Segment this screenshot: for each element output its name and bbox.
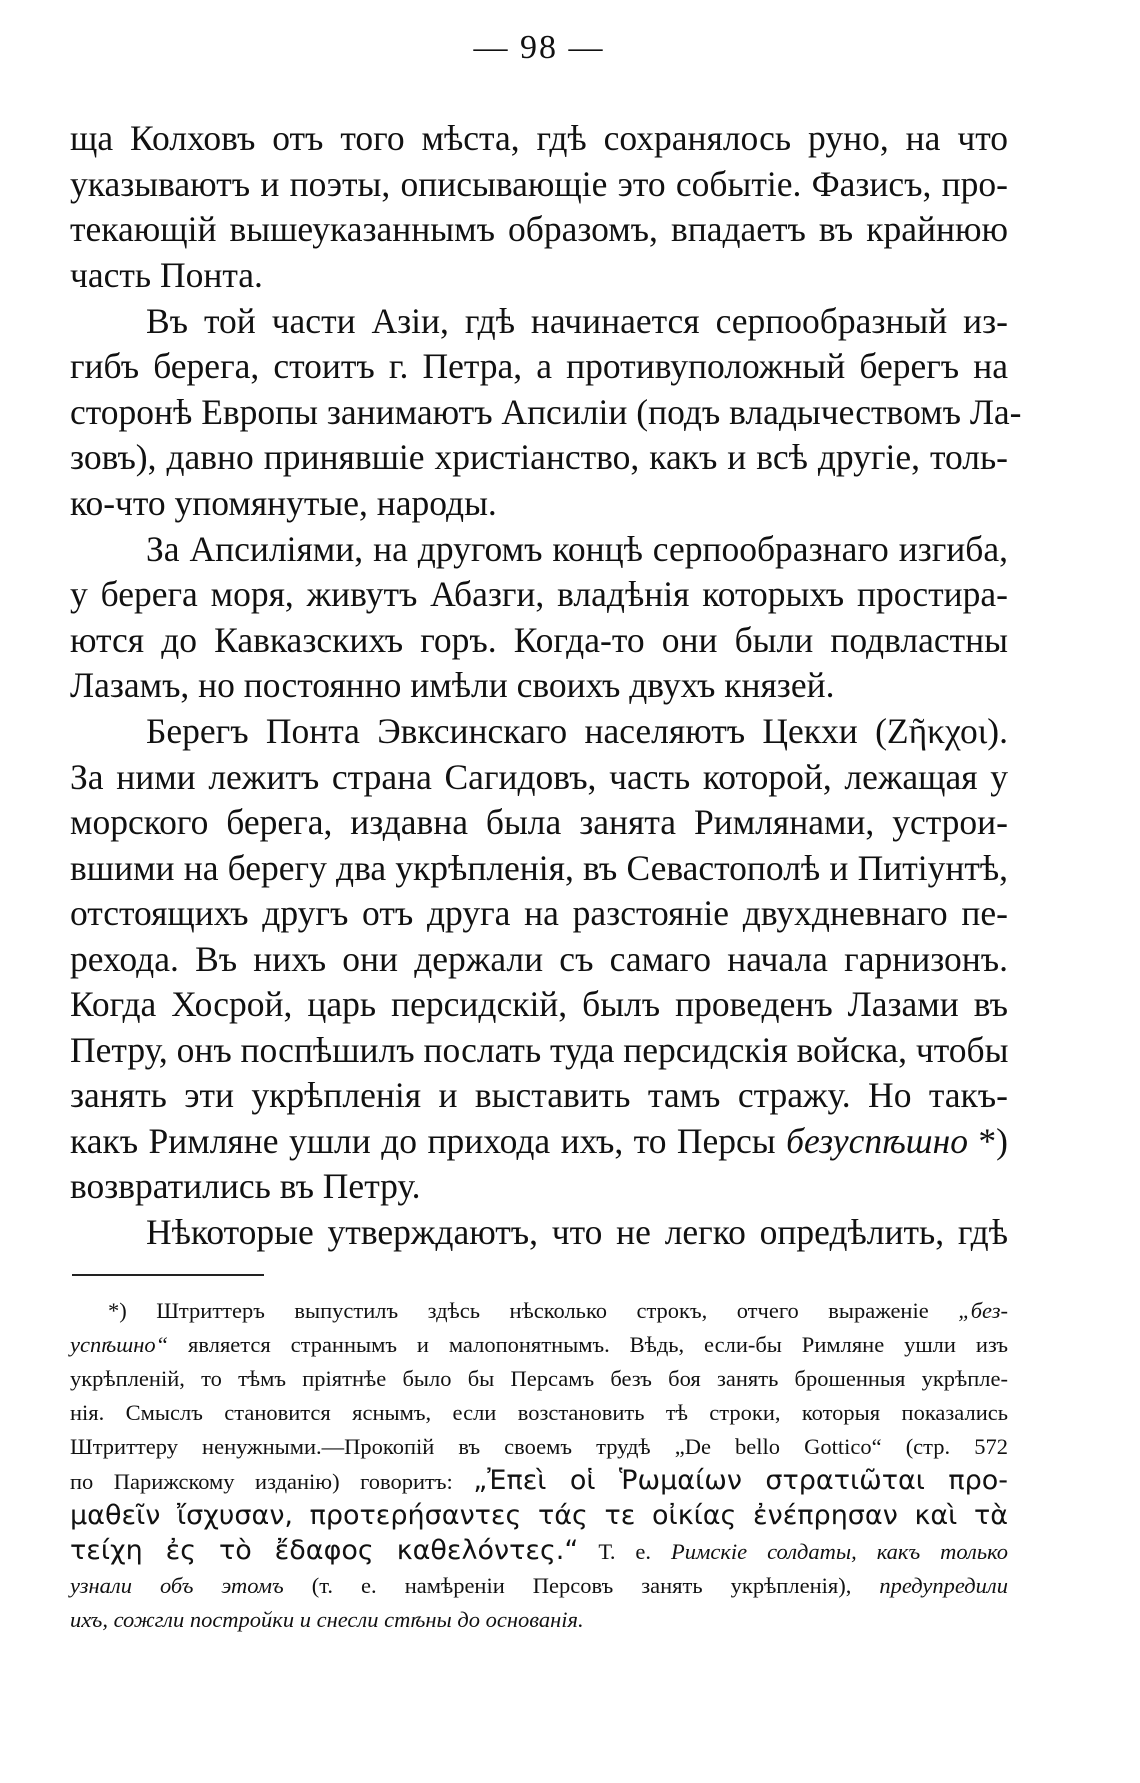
footnote-ref: *) — [967, 1120, 1008, 1161]
text-line: За Апсиліями, на другомъ концѣ серпообразнаго изгиба, — [146, 528, 1008, 569]
paragraph-4 — [70, 709, 1008, 1210]
footnote-line: Штриттеру ненужными.—Прокопій въ своемъ трудѣ „De bello Gottico“ (стр. 572 — [70, 1433, 1008, 1459]
text-line: текающій вышеуказаннымъ образомъ, впадаетъ въ крайнюю — [70, 209, 1008, 249]
footnote-line — [70, 1534, 1008, 1569]
text-line: Нѣкоторые утверждаютъ, что не легко опредѣлить, гдѣ — [146, 1212, 1008, 1252]
footnote-line — [70, 1294, 1008, 1328]
italic-segment: предупредили — [879, 1572, 1008, 1598]
footnote-line — [70, 1328, 1008, 1362]
text-line: указываютъ и поэты, описывающіе это событіе. Фазисъ, про- — [70, 163, 1008, 204]
greek-quote: τείχη ἐς τὸ ἔδαφος καθελόντες.“ — [70, 1534, 579, 1566]
text-line: ются до Кавказскихъ горъ. Когда-то они были подвластны — [70, 619, 1008, 660]
footnote-line — [70, 1569, 1008, 1603]
text-line: отстоящихъ другъ отъ друга на разстояніе двухдневнаго пе- — [70, 893, 1008, 933]
text-line: Лазамъ, но постоянно имѣли своихъ двухъ князей. — [70, 665, 835, 705]
footnote-line — [70, 1603, 1008, 1637]
text-line-with-footnote-ref — [70, 1119, 1008, 1165]
text-line: занять эти укрѣпленія и выставить тамъ стражу. Но такъ- — [70, 1075, 1008, 1115]
text-line: морского берега, издавна была занята Римлянами, устрои- — [70, 802, 1008, 842]
paragraph-5 — [70, 1210, 1008, 1256]
text-line: возвратились въ Петру. — [70, 1166, 421, 1206]
italic-segment: узнали объ этомъ — [70, 1572, 284, 1598]
text-line: зовъ), давно принявшіе христіанство, какъ и всѣ другіе, толь- — [70, 437, 1008, 477]
text-line: вшими на берегу два укрѣпленія, въ Севастополѣ и Питіунтѣ, — [70, 847, 1008, 888]
text-line: Въ той части Азіи, гдѣ начинается серпообразный из- — [146, 300, 1008, 341]
text-line: Петру, онъ поспѣшилъ послать туда персидскія войска, чтобы — [70, 1029, 1009, 1070]
italic-segment: успѣшно“ — [70, 1331, 169, 1357]
text-line: Берегъ Понта Эвксинскаго населяютъ Цекхи (Ζῆκχοι). — [146, 711, 1008, 751]
paragraph-1 — [70, 116, 1008, 298]
text-segment: является страннымъ и малопонятнымъ. Вѣдь, если-бы Римляне ушли изъ — [168, 1331, 1008, 1357]
italic-segment: Римскіе солдаты, какъ только — [671, 1538, 1009, 1564]
text-line: у берега моря, живутъ Абазги, владѣнія которыхъ простира- — [70, 574, 1008, 614]
text-line: Когда Хосрой, царь персидскій, былъ проведенъ Лазами въ — [70, 984, 1008, 1024]
text-line: часть Понта. — [70, 254, 263, 295]
italic-segment: ихъ, сожгли постройки и снесли стѣны до основанія. — [70, 1606, 584, 1632]
document-page — [70, 22, 1022, 1637]
italic-segment: „без- — [958, 1297, 1008, 1323]
footnote-line: укрѣпленій, то тѣмъ пріятнѣе было бы Персамъ безъ боя занять брошенныя укрѣпле- — [70, 1365, 1008, 1391]
greek-quote: „Ἐπεὶ οἱ Ῥωμαίων στρατιῶται προ- — [473, 1464, 1008, 1496]
footnote-separator — [72, 1274, 264, 1276]
text-line: ща Колховъ отъ того мѣста, гдѣ сохранялось руно, на что — [70, 118, 1008, 158]
paragraph-3 — [70, 527, 1008, 709]
paragraph-2 — [70, 299, 1022, 527]
greek-quote: μαθεῖν ἴσχυσαν, προτερήσαντες τάς τε οἰκίας ἐνέπρησαν καὶ τὰ — [70, 1499, 1008, 1531]
footnote — [70, 1294, 1008, 1637]
footnote-line — [70, 1464, 1008, 1499]
text-line: ко-что упомянутые, народы. — [70, 482, 497, 523]
text-segment: (т. е. намѣреніи Персовъ занять укрѣпленія), — [283, 1572, 880, 1598]
italic-word: безуспѣшно — [786, 1120, 968, 1161]
text-segment: Т. е. — [578, 1538, 672, 1564]
footnote-line — [70, 1499, 1008, 1534]
text-segment: по Парижскому изданію) говоритъ: — [70, 1468, 474, 1494]
text-line: рехода. Въ нихъ они держали съ самаго начала гарнизонъ. — [70, 938, 1008, 979]
text-line: За ними лежитъ страна Сагидовъ, часть которой, лежащая у — [70, 756, 1008, 797]
main-text — [70, 116, 1022, 1256]
footnote-line: нія. Смыслъ становится яснымъ, если возстановить тѣ строки, которыя показались — [70, 1399, 1008, 1425]
text-segment: какъ Римляне ушли до прихода ихъ, то Персы — [70, 1120, 787, 1161]
text-line: гибъ берега, стоитъ г. Петра, а противуположный берегъ на — [70, 346, 1008, 386]
page-number: — 98 — — [473, 29, 605, 66]
text-line: сторонѣ Европы занимаютъ Апсиліи (подъ владычествомъ Ла- — [70, 391, 1022, 432]
text-segment: *) Штриттеръ выпустилъ здѣсь нѣсколько строкъ, отчего выраженіе — [108, 1297, 959, 1323]
